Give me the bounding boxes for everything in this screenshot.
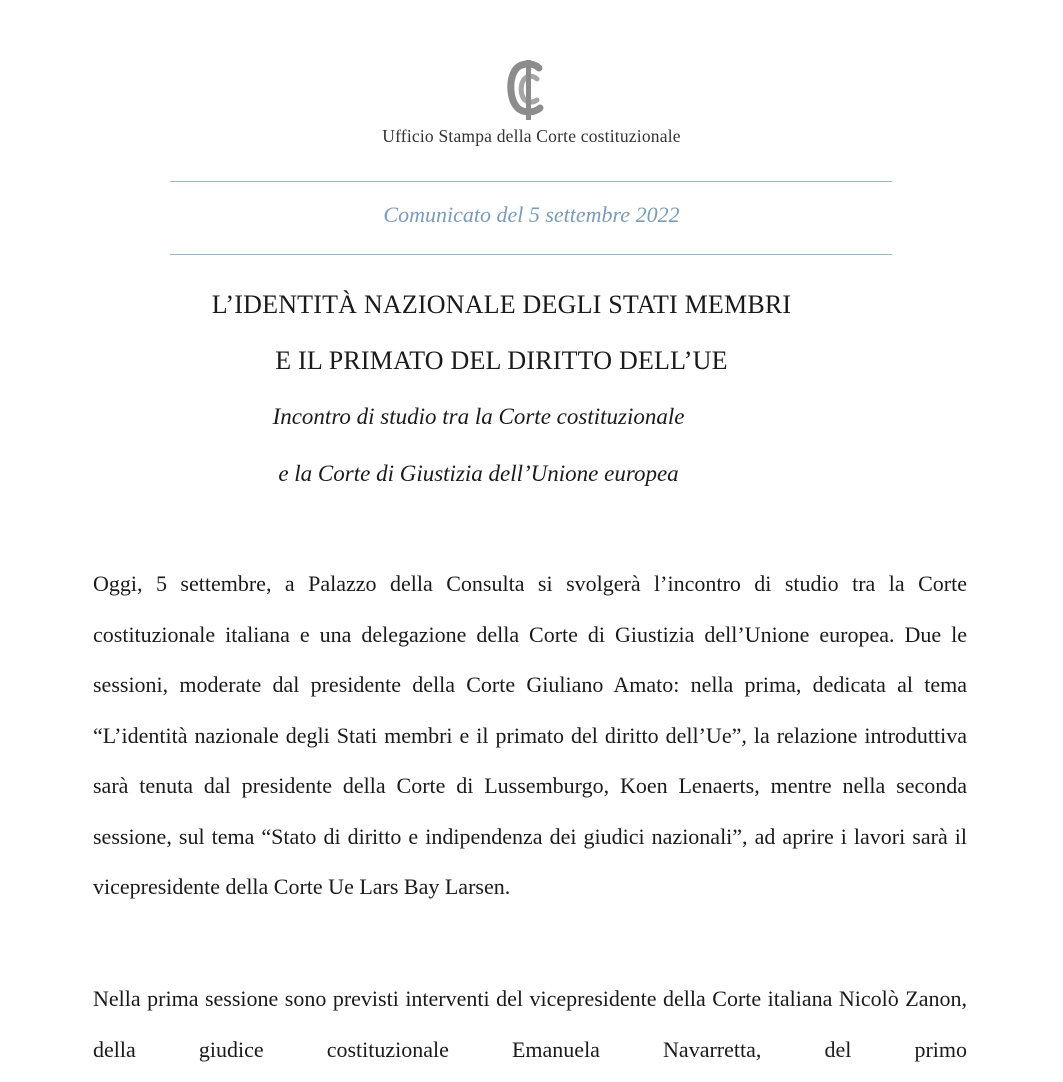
title-line-1: L’IDENTITÀ NAZIONALE DEGLI STATI MEMBRI xyxy=(211,290,792,319)
header-top-rule xyxy=(170,181,892,182)
press-office-heading: Ufficio Stampa della Corte costituzionale xyxy=(382,126,681,146)
title-line-2: E IL PRIMATO DEL DIRITTO DELL’UE xyxy=(275,346,728,375)
subtitle-line-2: e la Corte di Giustizia dell’Unione europea xyxy=(278,461,679,486)
release-date: Comunicato del 5 settembre 2022 xyxy=(383,202,680,227)
header-bottom-rule xyxy=(170,254,892,255)
body-paragraph-1: Oggi, 5 settembre, a Palazzo della Consulta si svolgerà l’incontro di studio tra la Corte costituzionale italiana e una delegazione della Corte di Giustizia dell’Unione europea. Due le sessioni, moderate dal presidente della Corte Giuliano Amato: nella prima, dedicata al tema “L’identità nazionale degli Stati membri e il primato del diritto dell’Ue”, la relazione introduttiva sarà tenuta dal presidente della Corte di Lussemburgo, Koen Lenaerts, mentre nella seconda sessione, sul tema “Stato di diritto e indipendenza dei giudici nazionali”, ad aprire i lavori sarà il vicepresidente della Corte Ue Lars Bay Larsen. xyxy=(93,571,967,899)
subtitle-line-1: Incontro di studio tra la Corte costituzionale xyxy=(272,404,685,429)
corte-costituzionale-logo-icon xyxy=(505,58,553,122)
body-paragraph-2: Nella prima sessione sono previsti interventi del vicepresidente della Corte italiana Nicolò Zanon, della giudice costituzionale Emanuela Navarretta, del primo xyxy=(93,986,967,1062)
